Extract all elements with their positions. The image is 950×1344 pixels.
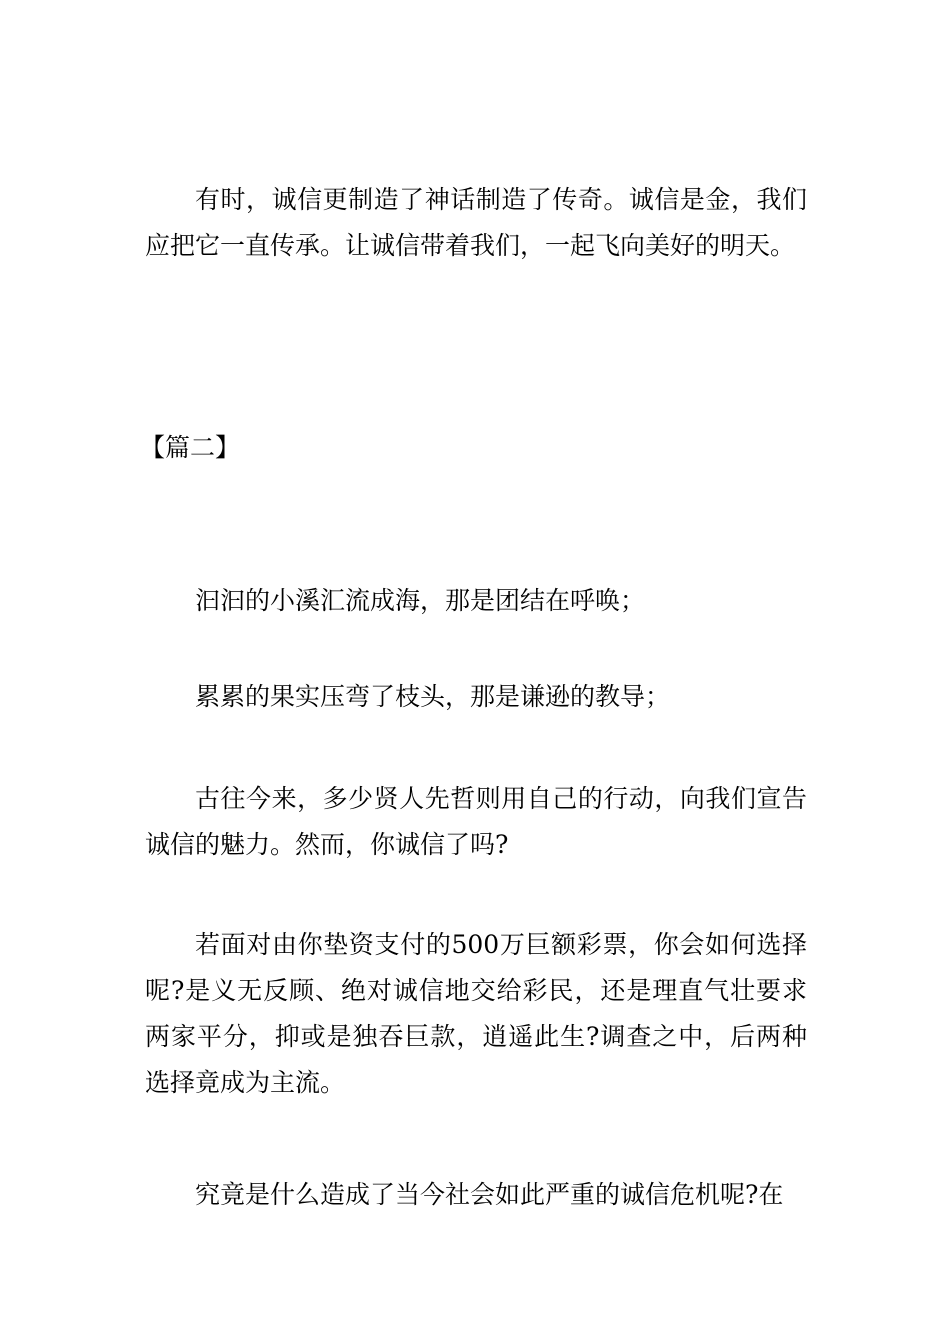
paragraph-fruit: 累累的果实压弯了枝头，那是谦逊的教导； xyxy=(195,682,671,711)
paragraph-intro-ending: 有时，诚信更制造了神话制造了传奇。诚信是金，我们应把它一直传承。让诚信带着我们，一起飞向美好的明天。 xyxy=(145,185,807,260)
paragraph-crisis: 究竟是什么造成了当今社会如此严重的诚信危机呢?在 xyxy=(195,1180,784,1209)
paragraph-sages: 古往今来，多少贤人先哲则用自己的行动，向我们宣告诚信的魅力。然而，你诚信了吗? xyxy=(145,784,807,859)
paragraph-lottery: 若面对由你垫资支付的500万巨额彩票，你会如何选择呢?是义无反顾、绝对诚信地交给彩民，还是理直气壮要求两家平分，抑或是独吞巨款，逍遥此生?调查之中，后两种选择竟成为主流。 xyxy=(145,930,807,1097)
paragraph-stream: 汩汩的小溪汇流成海，那是团结在呼唤； xyxy=(195,586,646,615)
section-heading: 【篇二】 xyxy=(140,433,241,462)
